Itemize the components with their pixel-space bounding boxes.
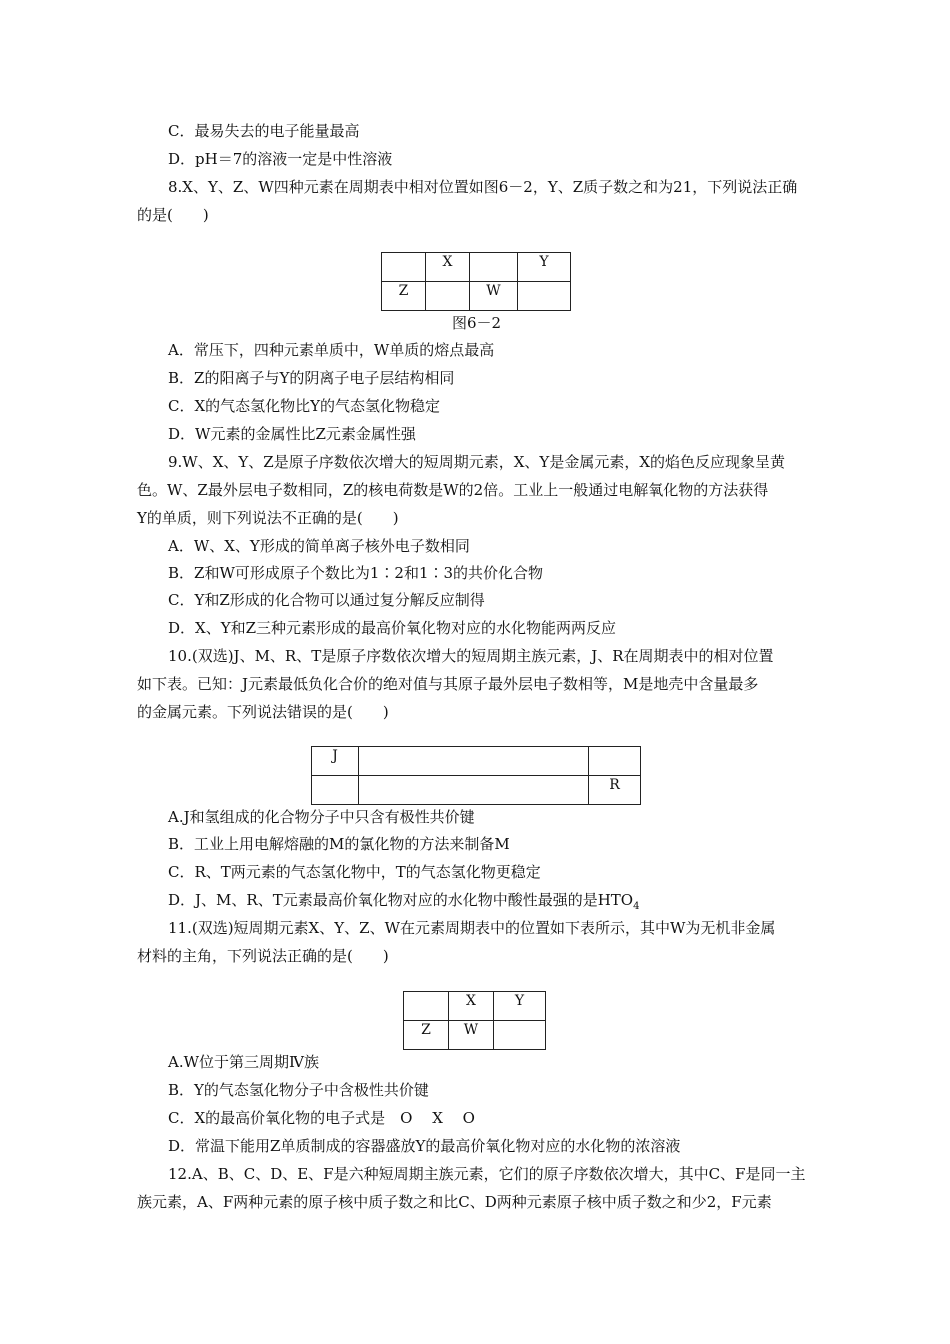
q8-periodic-table [381, 252, 571, 311]
q11-option-c: C．X的最高价氧化物的电子式是 O X O [168, 1109, 475, 1127]
q8-cell: X [426, 253, 470, 282]
q8-cell: Y [518, 253, 571, 282]
q12-stem-2: 族元素，A、F两种元素的原子核中质子数之和比C、D两种元素原子核中质子数之和少2，F元素 [137, 1193, 772, 1211]
option-c-q7: C．最易失去的电子能量最高 [168, 122, 360, 140]
option-d-q7: D．pH＝7的溶液一定是中性溶液 [168, 150, 393, 168]
q8-stem-1: 8.X、Y、Z、W四种元素在周期表中相对位置如图6－2，Y、Z质子数之和为21，下列说法正确 [168, 178, 798, 196]
q11-cell [404, 992, 449, 1021]
q11-cell: Y [494, 992, 546, 1021]
q9-option-c: C．Y和Z形成的化合物可以通过复分解反应制得 [168, 591, 485, 609]
q8-cell [426, 282, 470, 311]
q11-option-a: A.W位于第三周期Ⅳ族 [168, 1053, 320, 1071]
q8-option-b: B．Z的阳离子与Y的阴离子电子层结构相同 [168, 369, 455, 387]
q11-stem-2: 材料的主角，下列说法正确的是( ) [137, 947, 389, 965]
q10-stem-1: 10.(双选)J、M、R、T是原子序数依次增大的短周期主族元素，J、R在周期表中的相对位置 [168, 647, 774, 665]
q8-cell [470, 253, 518, 282]
q10-option-b: B．工业上用电解熔融的M的氯化物的方法来制备M [168, 835, 510, 853]
q8-cell: W [470, 282, 518, 311]
subscript: 4 [633, 901, 640, 912]
q8-cell [518, 282, 571, 311]
q10-cell [312, 776, 359, 805]
q8-option-a: A．常压下，四种元素单质中，W单质的熔点最高 [168, 341, 495, 359]
q10-cell [589, 747, 641, 776]
q11-option-d: D．常温下能用Z单质制成的容器盛放Y的最高价氧化物对应的水化物的浓溶液 [168, 1137, 681, 1155]
q10-option-c: C．R、T两元素的气态氢化物中，T的气态氢化物更稳定 [168, 863, 541, 881]
q11-cell: W [449, 1021, 494, 1050]
q10-cell [359, 776, 589, 805]
q10-periodic-table [311, 746, 641, 805]
q8-stem-2: 的是( ) [137, 206, 209, 224]
q8-option-d: D．W元素的金属性比Z元素金属性强 [168, 425, 416, 443]
q9-option-a: A．W、X、Y形成的简单离子核外电子数相同 [168, 537, 470, 555]
q10-cell: J [312, 747, 359, 776]
q8-cell: Z [382, 282, 426, 311]
q9-stem-2: 色。W、Z最外层电子数相同，Z的核电荷数是W的2倍。工业上一般通过电解氧化物的方法获得 [137, 481, 769, 499]
q12-stem-1: 12.A、B、C、D、E、F是六种短周期主族元素，它们的原子序数依次增大，其中C、F是同一主 [168, 1165, 806, 1183]
q10-option-d-text: D．J、M、R、T元素最高价氧化物对应的水化物中酸性最强的是HTO [168, 891, 634, 909]
q9-stem-1: 9.W、X、Y、Z是原子序数依次增大的短周期元素，X、Y是金属元素，X的焰色反应现象呈黄 [168, 453, 785, 471]
q11-cell: X [449, 992, 494, 1021]
q11-stem-1: 11.(双选)短周期元素X、Y、Z、W在元素周期表中的位置如下表所示，其中W为无机非金属 [168, 919, 776, 937]
q11-cell: Z [404, 1021, 449, 1050]
q11-periodic-table [403, 991, 546, 1050]
q10-stem-3: 的金属元素。下列说法错误的是( ) [137, 703, 389, 721]
q10-stem-2: 如下表。已知：J元素最低负化合价的绝对值与其原子最外层电子数相等，M是地壳中含量最多 [137, 675, 759, 693]
q11-option-b: B．Y的气态氢化物分子中含极性共价键 [168, 1081, 429, 1099]
q10-cell: R [589, 776, 641, 805]
q10-option-d [168, 890, 639, 917]
q10-cell [359, 747, 589, 776]
q9-option-b: B．Z和W可形成原子个数比为1∶2和1∶3的共价化合物 [168, 564, 544, 582]
q8-cell [382, 253, 426, 282]
q8-option-c: C．X的气态氢化物比Y的气态氢化物稳定 [168, 397, 441, 415]
q10-option-a: A.J和氢组成的化合物分子中只含有极性共价键 [168, 808, 475, 826]
q9-option-d: D．X、Y和Z三种元素形成的最高价氧化物对应的水化物能两两反应 [168, 619, 617, 637]
q11-cell [494, 1021, 546, 1050]
figure-caption: 图6－2 [452, 314, 502, 332]
q9-stem-3: Y的单质，则下列说法不正确的是( ) [137, 509, 399, 527]
